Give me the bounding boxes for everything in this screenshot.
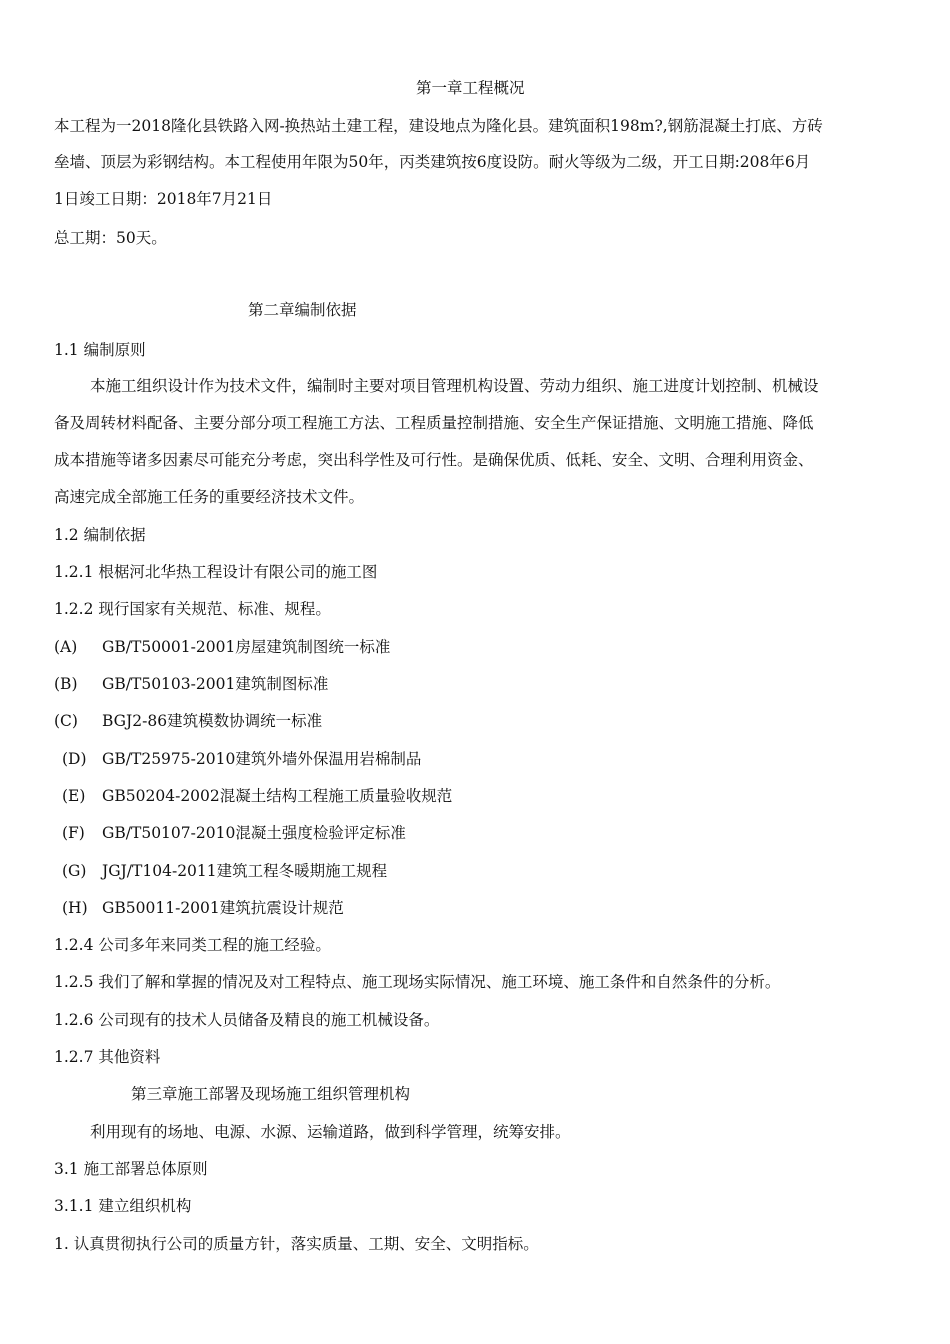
standard-text: GB50011-2001建筑抗震设计规范 (102, 899, 344, 917)
section-1-1-paragraph-line: 备及周转材料配备、主要分部分项工程施工方法、工程质量控制措施、安全生产保证措施、文明施工措施、降低 (54, 414, 814, 432)
section-1-1-paragraph-line: 高速完成全部施工任务的重要经济技术文件。 (54, 488, 365, 506)
standard-label: (B) (54, 675, 78, 693)
chapter-1-title: 第一章工程概况 (416, 79, 525, 97)
chapter-1-paragraph-line: 垒墙、顶层为彩钢结构。本工程使用年限为50年，丙类建筑按6度设防。耐火等级为二级，开工日期:208年6月 (54, 153, 811, 171)
standard-label: (A) (54, 638, 78, 656)
standard-label: (F) (62, 824, 85, 842)
chapter-1-paragraph-line: 1日竣工日期：2018年7月21日 (54, 190, 273, 208)
section-1-1-heading: 1.1 编制原则 (54, 341, 146, 359)
standard-item (54, 637, 390, 657)
standard-text: BGJ2-86建筑模数协调统一标准 (102, 712, 323, 730)
basis-item-1-2-4: 1.2.4 公司多年来同类工程的施工经验。 (54, 936, 331, 954)
standard-item (62, 786, 452, 806)
standard-text: JGJ/T104-2011建筑工程冬暖期施工规程 (102, 862, 388, 880)
standard-text: GB50204-2002混凝土结构工程施工质量验收规范 (102, 787, 453, 805)
basis-item-1-2-1: 1.2.1 根椐河北华热工程设计有限公司的施工图 (54, 563, 378, 581)
section-3-1-heading: 3.1 施工部署总体原则 (54, 1160, 208, 1178)
standard-item (62, 861, 387, 881)
chapter-1-paragraph-line: 本工程为一2018隆化县铁路入网-换热站土建工程，建设地点为隆化县。建筑面积198m?,钢筋混凝土打底、方砖 (54, 117, 823, 135)
basis-item-1-2-5: 1.2.5 我们了解和掌握的情况及对工程特点、施工现场实际情况、施工环境、施工条件和自然条件的分析。 (54, 973, 781, 991)
basis-item-1-2-6: 1.2.6 公司现有的技术人员储备及精良的施工机械设备。 (54, 1011, 440, 1029)
section-1-2-heading: 1.2 编制依据 (54, 526, 146, 544)
standard-label: (G) (62, 862, 87, 880)
chapter-3-title: 第三章施工部署及现场施工组织管理机构 (131, 1085, 411, 1103)
chapter-3-intro: 利用现有的场地、电源、水源、运输道路，做到科学管理，统筹安排。 (90, 1123, 571, 1141)
standard-label: (E) (62, 787, 86, 805)
basis-item-1-2-7: 1.2.7 其他资料 (54, 1048, 161, 1066)
standard-label: (D) (62, 750, 87, 768)
standard-item (54, 674, 328, 694)
standard-item (62, 749, 421, 769)
standard-item (62, 898, 344, 918)
section-1-1-paragraph-line: 成本措施等诸多因素尽可能充分考虑，突出科学性及可行性。是确保优质、低耗、安全、文明、合理利用资金、 (54, 451, 814, 469)
standard-label: (C) (54, 712, 78, 730)
standard-item (54, 711, 322, 731)
point-1: 1. 认真贯彻执行公司的质量方针，落实质量、工期、安全、文明指标。 (54, 1235, 539, 1253)
total-duration: 总工期：50天。 (54, 229, 167, 247)
standard-text: GB/T25975-2010建筑外墙外保温用岩棉制品 (102, 750, 422, 768)
standard-text: GB/T50001-2001房屋建筑制图统一标准 (102, 638, 391, 656)
standard-item (62, 823, 406, 843)
section-3-1-1-heading: 3.1.1 建立组织机构 (54, 1197, 192, 1215)
chapter-2-title: 第二章编制依据 (248, 301, 357, 319)
standard-text: GB/T50103-2001建筑制图标准 (102, 675, 329, 693)
section-1-1-paragraph-line: 本施工组织设计作为技术文件，编制时主要对项目管理机构设置、劳动力组织、施工进度计划控制、机械设 (90, 377, 819, 395)
basis-item-1-2-2: 1.2.2 现行国家有关规范、标准、规程。 (54, 600, 331, 618)
standard-text: GB/T50107-2010混凝土强度检验评定标准 (102, 824, 406, 842)
standard-label: (H) (62, 899, 88, 917)
